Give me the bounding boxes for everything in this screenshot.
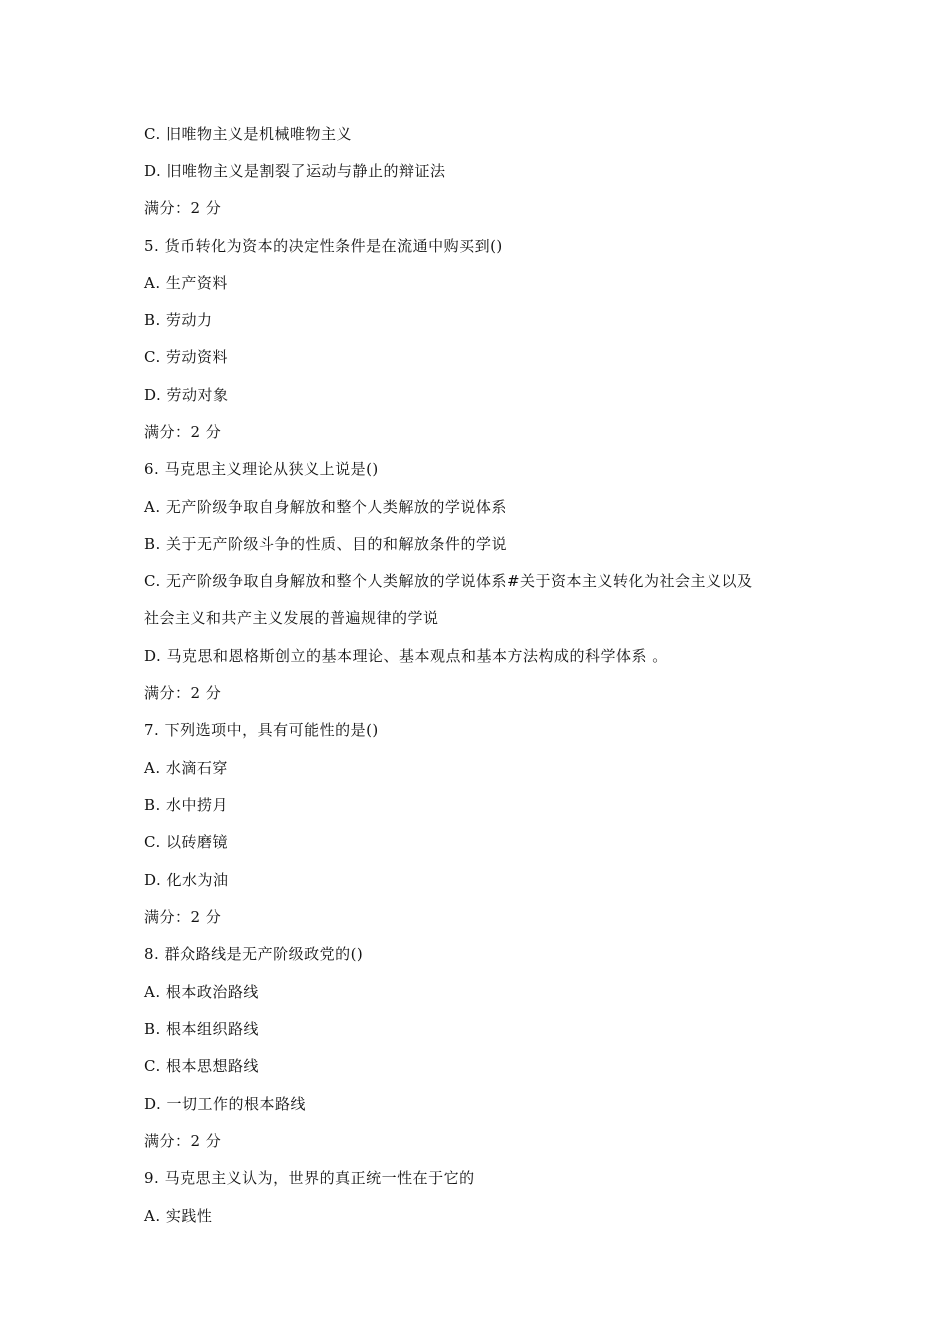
- option-line: A. 实践性: [144, 1207, 213, 1225]
- option-line: C. 以砖磨镜: [144, 833, 228, 851]
- question-line: 8. 群众路线是无产阶级政党的(): [144, 945, 364, 963]
- option-line: A. 水滴石穿: [144, 759, 228, 777]
- question-line: 5. 货币转化为资本的决定性条件是在流通中购买到(): [144, 237, 503, 255]
- score-line: 满分：2 分: [144, 423, 222, 441]
- option-line: C. 劳动资料: [144, 348, 228, 366]
- score-line: 满分：2 分: [144, 199, 222, 217]
- option-line: D. 化水为油: [144, 871, 229, 889]
- option-line: B. 关于无产阶级斗争的性质、目的和解放条件的学说: [144, 535, 508, 553]
- score-line: 满分：2 分: [144, 1132, 222, 1150]
- option-line: C. 无产阶级争取自身解放和整个人类解放的学说体系#关于资本主义转化为社会主义以及: [144, 572, 753, 590]
- option-line: C. 旧唯物主义是机械唯物主义: [144, 125, 352, 143]
- option-line: A. 生产资料: [144, 274, 228, 292]
- option-line: B. 劳动力: [144, 311, 213, 329]
- option-line: A. 无产阶级争取自身解放和整个人类解放的学说体系: [144, 498, 507, 516]
- question-line: 9. 马克思主义认为，世界的真正统一性在于它的: [144, 1169, 475, 1187]
- option-line: B. 根本组织路线: [144, 1020, 260, 1038]
- option-line: D. 劳动对象: [144, 386, 229, 404]
- option-line: A. 根本政治路线: [144, 983, 259, 1001]
- question-line: 7. 下列选项中，具有可能性的是(): [144, 721, 379, 739]
- option-line: C. 根本思想路线: [144, 1057, 259, 1075]
- option-line: D. 旧唯物主义是割裂了运动与静止的辩证法: [144, 162, 446, 180]
- score-line: 满分：2 分: [144, 684, 222, 702]
- option-line: D. 马克思和恩格斯创立的基本理论、基本观点和基本方法构成的科学体系 。: [144, 647, 668, 665]
- option-line: D. 一切工作的根本路线: [144, 1095, 307, 1113]
- option-line: B. 水中捞月: [144, 796, 229, 814]
- question-line: 6. 马克思主义理论从狭义上说是(): [144, 460, 379, 478]
- score-line: 满分：2 分: [144, 908, 222, 926]
- option-line-continued: 社会主义和共产主义发展的普遍规律的学说: [144, 609, 439, 627]
